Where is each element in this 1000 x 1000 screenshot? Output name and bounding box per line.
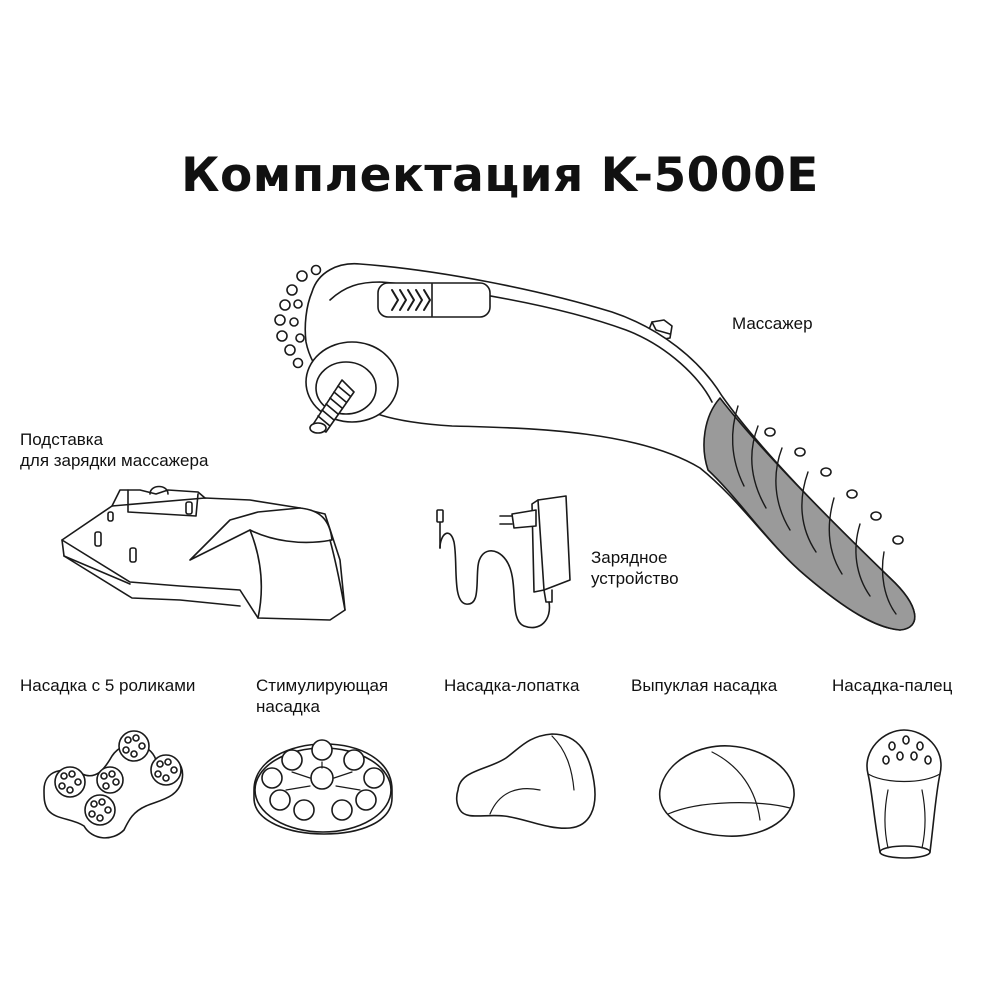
stimulating-label-line1: Стимулирующая xyxy=(256,676,389,695)
stimulating-attachment xyxy=(254,740,392,834)
stimulating-label-line2: насадка xyxy=(256,697,320,716)
finger-label: Насадка-палец xyxy=(832,676,953,695)
five-roller-label: Насадка с 5 роликами xyxy=(20,676,196,695)
stand-label-line2: для зарядки массажера xyxy=(20,451,209,470)
convex-label: Выпуклая насадка xyxy=(631,676,778,695)
spatula-label: Насадка-лопатка xyxy=(444,676,580,695)
stand-illustration xyxy=(62,487,345,621)
massager-illustration xyxy=(275,264,915,630)
five-roller-attachment xyxy=(44,731,183,838)
charger-adapter xyxy=(538,496,570,590)
charger-illustration xyxy=(437,496,570,628)
massager-display xyxy=(378,283,490,317)
massager-label: Массажер xyxy=(732,314,813,333)
charger-label-line2: устройство xyxy=(591,569,679,588)
spatula-attachment xyxy=(457,734,595,828)
massager-grip xyxy=(704,398,915,630)
charger-label-line1: Зарядное xyxy=(591,548,668,567)
convex-attachment xyxy=(660,746,794,836)
stand-label-line1: Подставка xyxy=(20,430,104,449)
page-title: Комплектация K-5000E xyxy=(181,148,819,203)
finger-attachment xyxy=(867,730,941,858)
